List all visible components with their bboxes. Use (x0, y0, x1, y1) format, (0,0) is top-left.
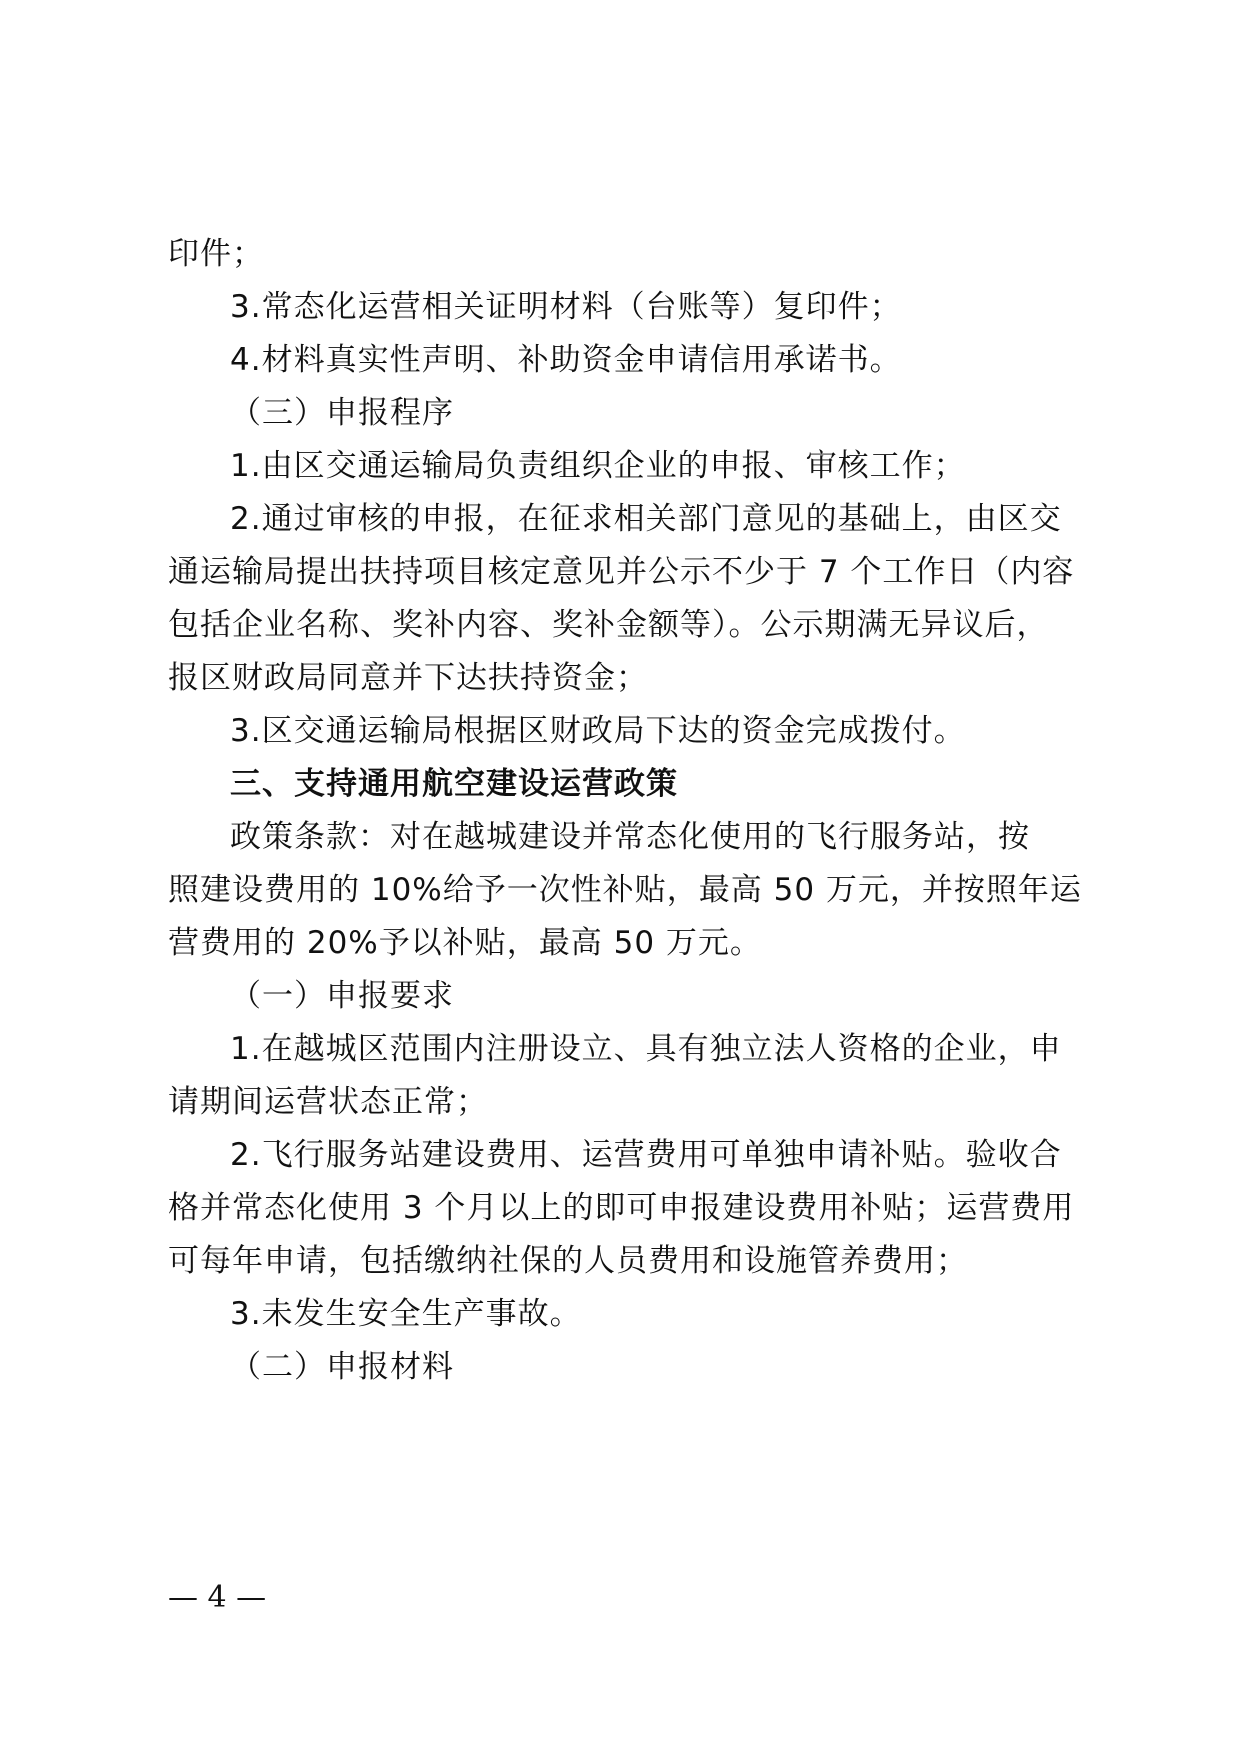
text-line-20: 可每年申请，包括缴纳社保的人员费用和设施管养费用； (168, 1243, 968, 1279)
page-number: — 4 — (168, 1580, 267, 1615)
text-line-16: 1.在越城区范围内注册设立、具有独立法人资格的企业，申 (230, 1031, 1062, 1067)
text-line-6: 2.通过审核的申报，在征求相关部门意见的基础上，由区交 (230, 501, 1062, 537)
text-line-21: 3.未发生安全生产事故。 (230, 1296, 582, 1332)
text-line-1: 印件； (168, 236, 264, 272)
text-line-5: 1.由区交通运输局负责组织企业的申报、审核工作； (230, 448, 966, 484)
section-heading-materials: （二）申报材料 (230, 1349, 454, 1385)
text-line-14: 营费用的 20%予以补贴，最高 50 万元。 (168, 925, 762, 961)
text-line-2: 3.常态化运营相关证明材料（台账等）复印件； (230, 289, 902, 325)
text-line-7: 通运输局提出扶持项目核定意见并公示不少于 7 个工作日（内容 (168, 554, 1075, 590)
text-line-8: 包括企业名称、奖补内容、奖补金额等）。公示期满无异议后， (168, 607, 1049, 643)
text-line-13: 照建设费用的 10%给予一次性补贴，最高 50 万元，并按照年运 (168, 872, 1082, 908)
text-line-12: 政策条款：对在越城建设并常态化使用的飞行服务站，按 (230, 819, 1030, 855)
text-line-19: 格并常态化使用 3 个月以上的即可申报建设费用补贴；运营费用 (168, 1190, 1075, 1226)
text-line-18: 2.飞行服务站建设费用、运营费用可单独申请补贴。验收合 (230, 1137, 1062, 1173)
text-line-3: 4.材料真实性声明、补助资金申请信用承诺书。 (230, 342, 902, 378)
text-line-10: 3.区交通运输局根据区财政局下达的资金完成拨付。 (230, 713, 966, 749)
section-heading-aviation: 三、支持通用航空建设运营政策 (230, 766, 678, 802)
text-line-17: 请期间运营状态正常； (168, 1084, 488, 1120)
section-heading-procedure: （三）申报程序 (230, 395, 454, 431)
text-line-9: 报区财政局同意并下达扶持资金； (168, 660, 648, 696)
section-heading-requirements: （一）申报要求 (230, 978, 454, 1014)
